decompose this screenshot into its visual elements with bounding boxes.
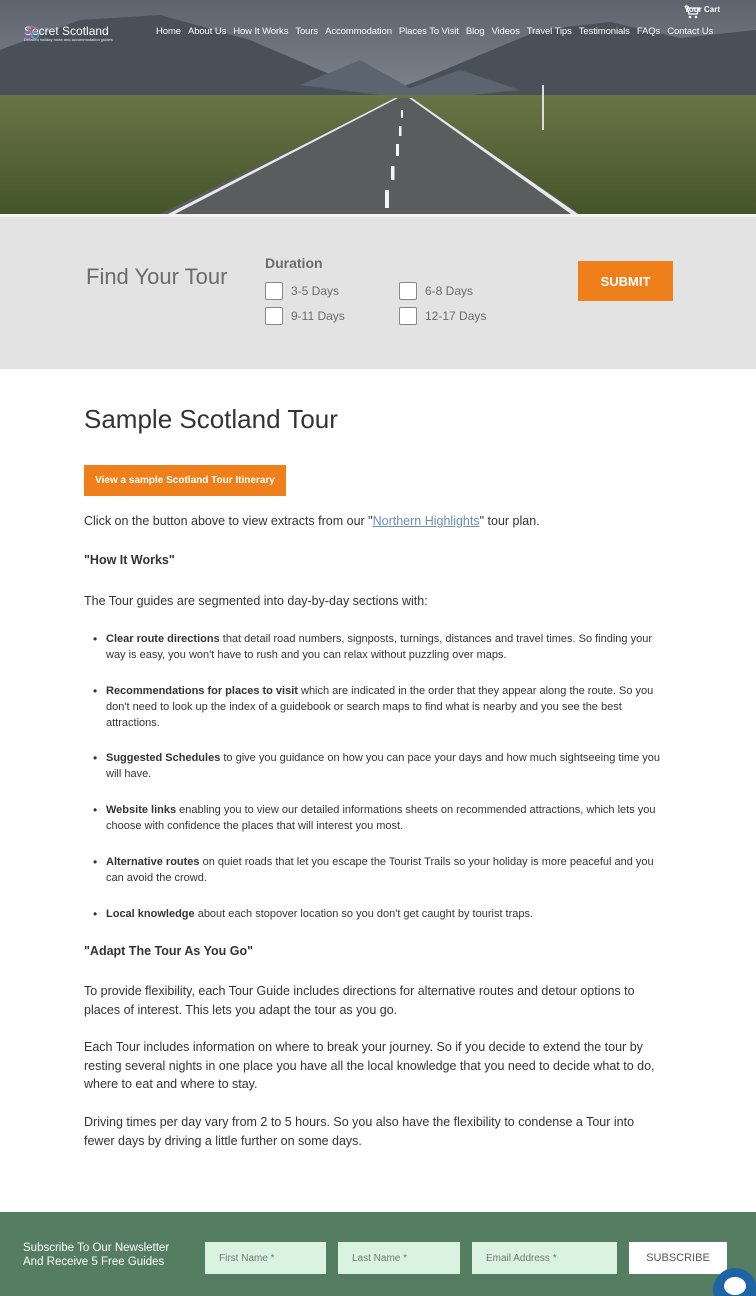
- view-itinerary-button[interactable]: View a sample Scotland Tour Itinerary: [84, 465, 286, 496]
- hero-banner: [0, 0, 756, 214]
- checkbox[interactable]: [265, 282, 283, 300]
- newsletter-text: [23, 1241, 169, 1269]
- nav-how-it-works[interactable]: How It Works: [233, 26, 289, 37]
- nav-about-us[interactable]: About Us: [187, 26, 227, 37]
- nav-accommodation[interactable]: Accommodation: [325, 26, 392, 37]
- bullet-text: to give you guidance on how you can pace your days and how much sightseeing time you will have.: [106, 752, 660, 780]
- submit-button[interactable]: SUBMIT: [578, 261, 673, 301]
- find-tour-title: Find Your Tour: [86, 264, 228, 289]
- nav-contact-us[interactable]: Contact Us: [667, 26, 714, 37]
- site-logo[interactable]: [24, 25, 113, 42]
- intro-paragraph: [84, 512, 668, 531]
- list-item: [106, 750, 666, 782]
- bullet-text: about each stopover location so you don't get caught by tourist traps.: [194, 908, 534, 920]
- list-item: [106, 683, 666, 731]
- checkbox[interactable]: [399, 307, 417, 325]
- checkbox[interactable]: [265, 307, 283, 325]
- nav-testimonials[interactable]: Testimonials: [578, 26, 630, 37]
- journey-paragraph: Each Tour includes information on where to break your journey. So if you decide to extend the tour by resting several nights in one place you have all the local knowledge that you need to decide what to do, where to eat and where to stay.: [84, 1040, 655, 1091]
- nav-videos[interactable]: Videos: [491, 26, 520, 37]
- logo-name: Secret Scotland: [24, 24, 109, 38]
- bullet-title: Alternative routes: [106, 856, 200, 868]
- checkbox[interactable]: [399, 282, 417, 300]
- shopping-cart-icon: [684, 5, 700, 19]
- cart-link[interactable]: [684, 5, 720, 14]
- page-title: Sample Scotland Tour: [84, 404, 338, 434]
- nav-blog[interactable]: Blog: [465, 26, 485, 37]
- bullet-text: which are indicated in the order that they appear along the route. So you don't need to look up the index of a guidebook or search maps to find what is nearby and you see the best attractions.: [106, 685, 654, 729]
- duration-option-label: 3-5 Days: [291, 284, 340, 298]
- email-field[interactable]: Email Address *: [472, 1242, 617, 1274]
- cart-label: Your Cart: [684, 5, 720, 14]
- duration-option-label: 12-17 Days: [425, 309, 487, 323]
- duration-option-label: 9-11 Days: [291, 309, 345, 323]
- first-name-field[interactable]: First Name *: [205, 1242, 326, 1274]
- newsletter-bar: [0, 1212, 756, 1296]
- bullet-title: Clear route directions: [106, 633, 220, 645]
- duration-option-9-11[interactable]: [265, 307, 345, 325]
- intro-text-after: " tour plan.: [479, 514, 540, 528]
- list-item: [106, 854, 666, 886]
- nav-places-to-visit[interactable]: Places To Visit: [398, 26, 459, 37]
- nav-faqs[interactable]: FAQs: [636, 26, 661, 37]
- nav-travel-tips[interactable]: Travel Tips: [526, 26, 572, 37]
- nav-home[interactable]: Home: [156, 26, 181, 37]
- nav-tours[interactable]: Tours: [295, 26, 319, 37]
- duration-label: Duration: [265, 255, 323, 271]
- list-item: [106, 631, 666, 663]
- duration-option-6-8[interactable]: [399, 282, 473, 300]
- list-item: [106, 802, 666, 834]
- duration-option-3-5[interactable]: [265, 282, 339, 300]
- logo-tagline: Detailed holiday route and accommodation guides: [24, 37, 113, 42]
- flexibility-paragraph: To provide flexibility, each Tour Guide includes directions for alternative routes and detour options to places of interest. This lets you adapt the tour as you go.: [84, 984, 635, 1017]
- bullet-text: on quiet roads that let you escape the Tourist Trails so your holiday is more peaceful and you can avoid the crowd.: [106, 856, 654, 884]
- subscribe-button[interactable]: SUBSCRIBE: [629, 1242, 727, 1274]
- find-tour-panel: [0, 217, 756, 369]
- driving-times-paragraph: Driving times per day vary from 2 to 5 hours. So you also have the flexibility to condense a Tour into fewer days by driving a little further on some days.: [84, 1115, 635, 1148]
- segmented-text: The Tour guides are segmented into day-by-day sections with:: [84, 594, 428, 608]
- last-name-field[interactable]: Last Name *: [338, 1242, 460, 1274]
- chat-bubble-icon: [724, 1277, 746, 1295]
- duration-option-12-17[interactable]: [399, 307, 486, 325]
- intro-text-before: Click on the button above to view extracts from our ": [84, 514, 373, 528]
- bullet-title: Suggested Schedules: [106, 752, 221, 764]
- duration-option-label: 6-8 Days: [425, 284, 474, 298]
- newsletter-line-1: Subscribe To Our Newsletter: [23, 1242, 170, 1254]
- northern-highlights-link[interactable]: Northern Highlights: [372, 514, 480, 528]
- adapt-heading: "Adapt The Tour As You Go": [84, 944, 254, 958]
- main-navigation: [156, 26, 713, 37]
- bullet-text: that detail road numbers, signposts, turnings, distances and travel times. So finding your way is easy, you won't have to rush and you can relax without puzzling over maps.: [106, 633, 652, 661]
- bullet-title: Website links: [106, 804, 177, 816]
- bullet-text: enabling you to view our detailed informations sheets on recommended attractions, which lets you choose with confidence the places that will interest you most.: [106, 804, 656, 832]
- how-it-works-heading: "How It Works": [84, 553, 175, 567]
- bullet-title: Recommendations for places to visit: [106, 685, 298, 697]
- list-item: [106, 906, 666, 922]
- newsletter-line-2: And Receive 5 Free Guides: [23, 1256, 165, 1268]
- bullet-title: Local knowledge: [106, 908, 195, 920]
- main-content: [84, 404, 668, 1148]
